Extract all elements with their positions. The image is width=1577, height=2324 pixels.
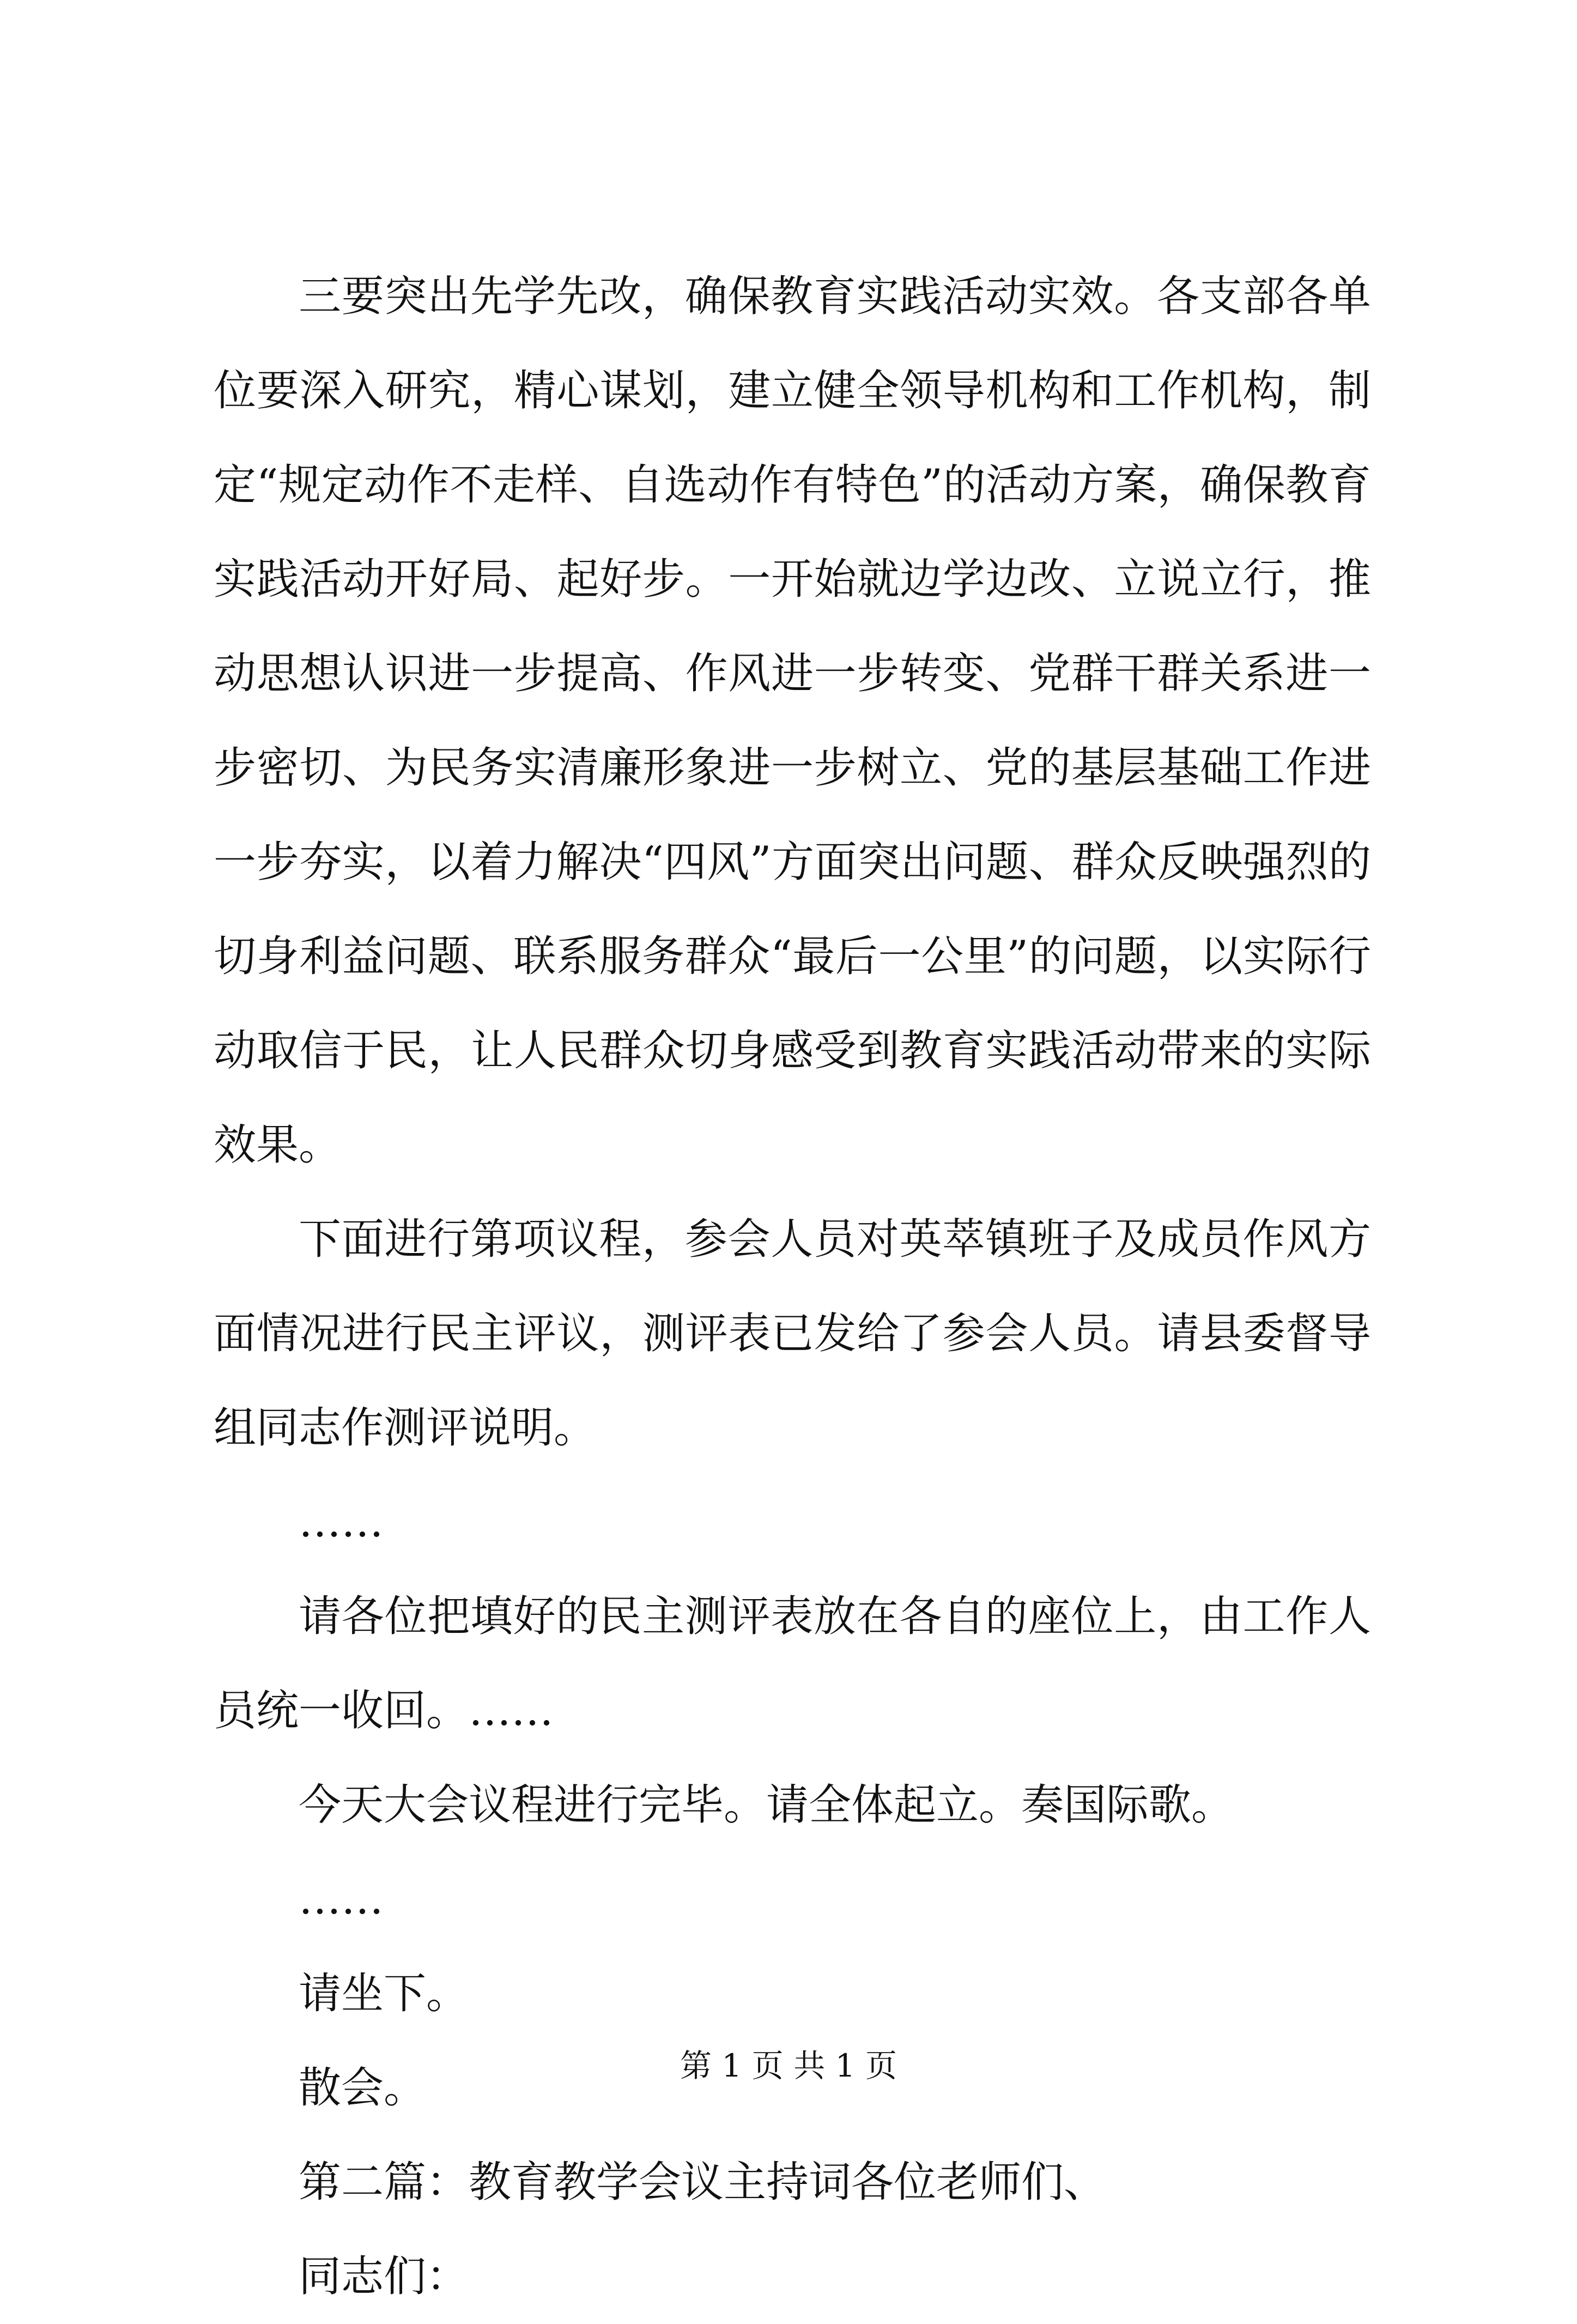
- paragraph-7: 第二篇：教育教学会议主持词各位老师们、: [299, 2158, 1107, 2207]
- page-footer: 第 1 页 共 1 页: [680, 2047, 897, 2084]
- paragraph-8: 同志们：: [299, 2252, 469, 2301]
- paragraph-6: 散会。: [299, 2063, 427, 2113]
- paragraph-1: 三要突出先学先改，确保教育实践活动实效。各支部各单位要深入研究，精心谋划，建立健全领导机构和工作机构，制定“规定动作不走样、自选动作有特色”的活动方案，确保教育实践活动开好局、起好步。一开始就边学边改、立说立行，推动思想认识进一步提高、作风进一步转变、党群干群关系进一步密切、为民务实清廉形象进一步树立、党的基层基础工作进一步夯实，以着力解决“四风”方面突出问题、群众反映强烈的切身利益问题、联系服务群众“最后一公里”的问题，以实际行动取信于民，让人民群众切身感受到教育实践活动带来的实际效果。: [214, 272, 1371, 1170]
- paragraph-5: 请坐下。: [299, 1969, 469, 2018]
- ellipsis-1: ……: [299, 1498, 384, 1547]
- paragraph-2: 下面进行第项议程，参会人员对英萃镇班子及成员作风方面情况进行民主评议，测评表已发给了参会人员。请县委督导组同志作测评说明。: [214, 1215, 1371, 1453]
- paragraph-3: 请各位把填好的民主测评表放在各自的座位上，由工作人员统一收回。……: [214, 1592, 1371, 1735]
- paragraph-4: 今天大会议程进行完毕。请全体起立。奏国际歌。: [299, 1781, 1234, 1830]
- ellipsis-2: ……: [299, 1875, 384, 1924]
- document-body: [214, 250, 1371, 2324]
